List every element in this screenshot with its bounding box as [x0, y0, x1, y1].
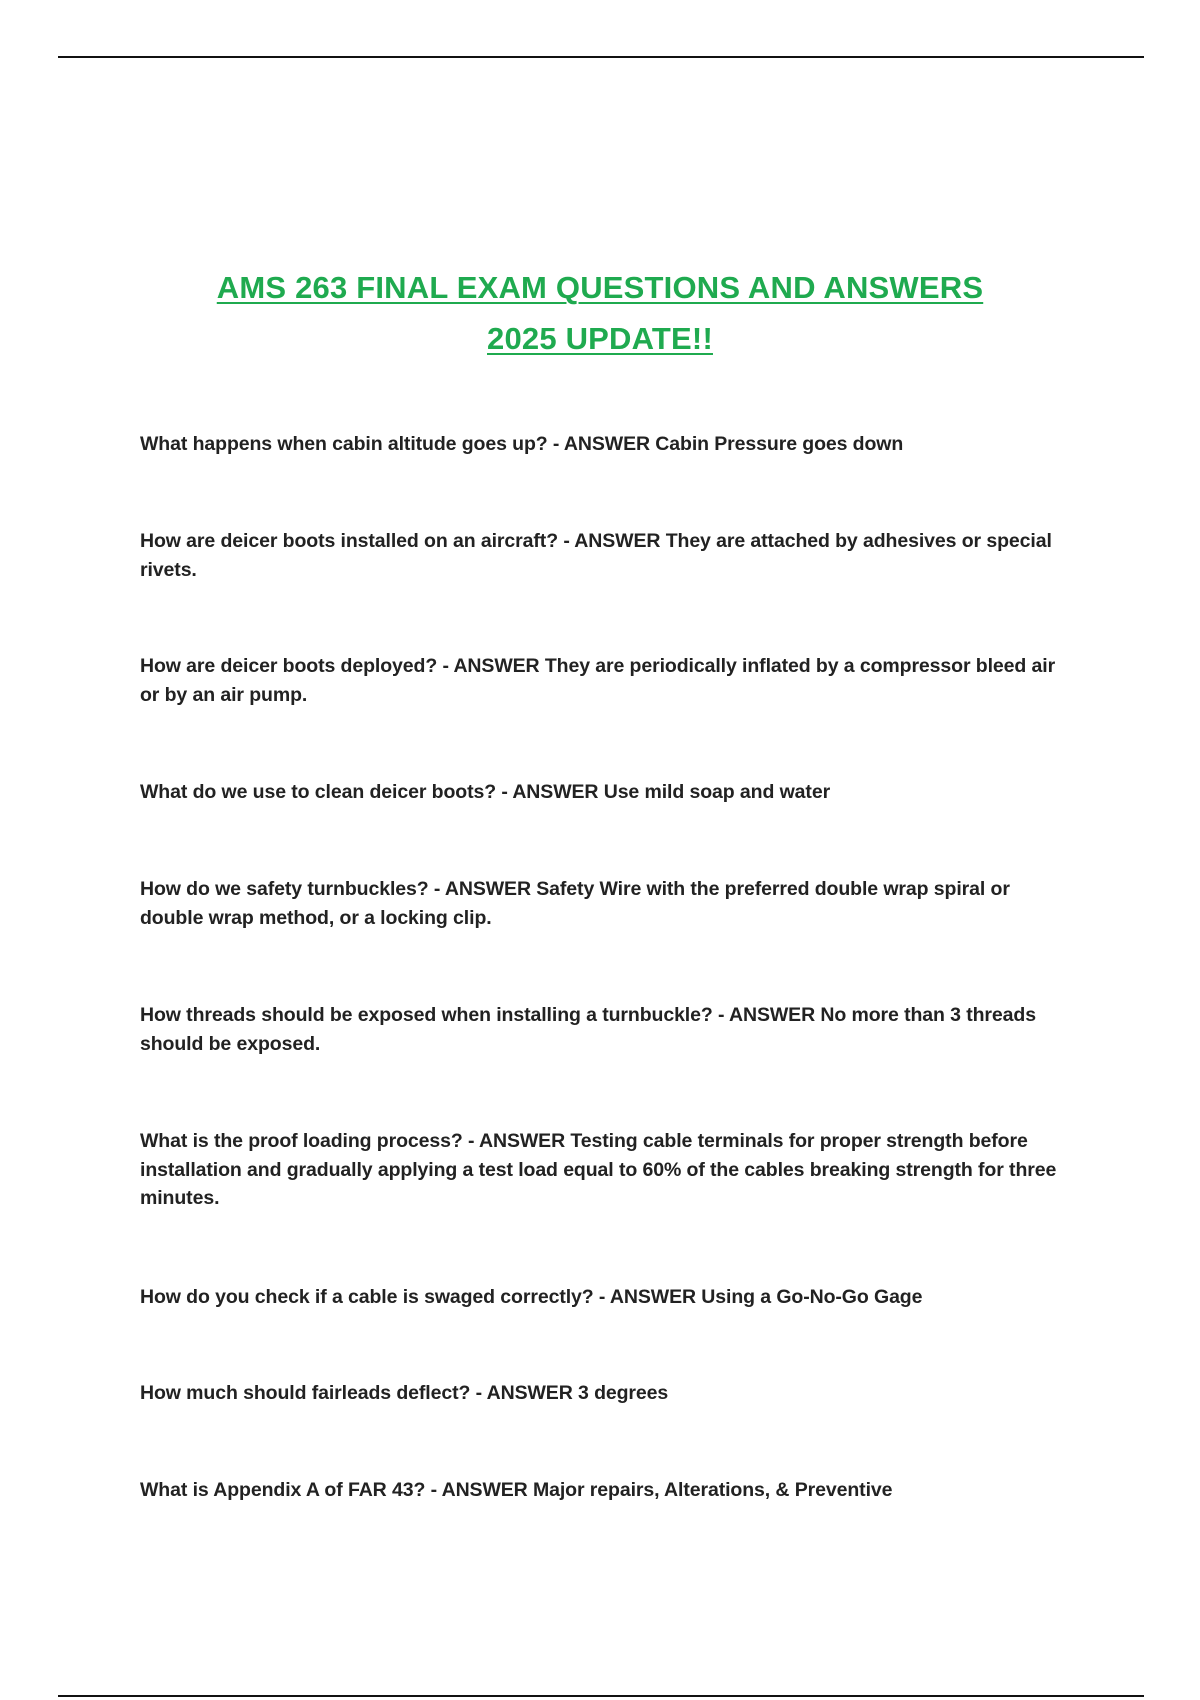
qa-item-5: How do we safety turnbuckles? - ANSWER Safety Wire with the preferred double wrap spiral or double wrap method, or a locking clip.: [140, 878, 1010, 929]
qa-item-3: How are deicer boots deployed? - ANSWER They are periodically inflated by a compressor bleed air or by an air pump.: [140, 655, 1056, 706]
qa-item-10: What is Appendix A of FAR 43? - ANSWER Major repairs, Alterations, & Preventive: [140, 1479, 893, 1501]
title-line-1: AMS 263 FINAL EXAM QUESTIONS AND ANSWERS: [216, 270, 984, 305]
qa-item-2: How are deicer boots installed on an aircraft? - ANSWER They are attached by adhesives or special rivets.: [140, 530, 1052, 581]
qa-item-4: What do we use to clean deicer boots? - ANSWER Use mild soap and water: [140, 781, 831, 803]
qa-item-9: How much should fairleads deflect? - ANSWER 3 degrees: [140, 1382, 669, 1404]
qa-item-7: What is the proof loading process? - ANSWER Testing cable terminals for proper strength before installation and gradually applying a test load equal to 60% of the cables breaking strength for three minutes.: [140, 1130, 1057, 1209]
bottom-rule: [58, 1695, 1144, 1697]
qa-item-1: What happens when cabin altitude goes up? - ANSWER Cabin Pressure goes down: [140, 433, 904, 455]
qa-item-6: How threads should be exposed when installing a turnbuckle? - ANSWER No more than 3 threads should be exposed.: [140, 1004, 1036, 1055]
title-line-2: 2025 UPDATE!!: [487, 321, 713, 356]
qa-item-8: How do you check if a cable is swaged correctly? - ANSWER Using a Go-No-Go Gage: [140, 1286, 923, 1308]
